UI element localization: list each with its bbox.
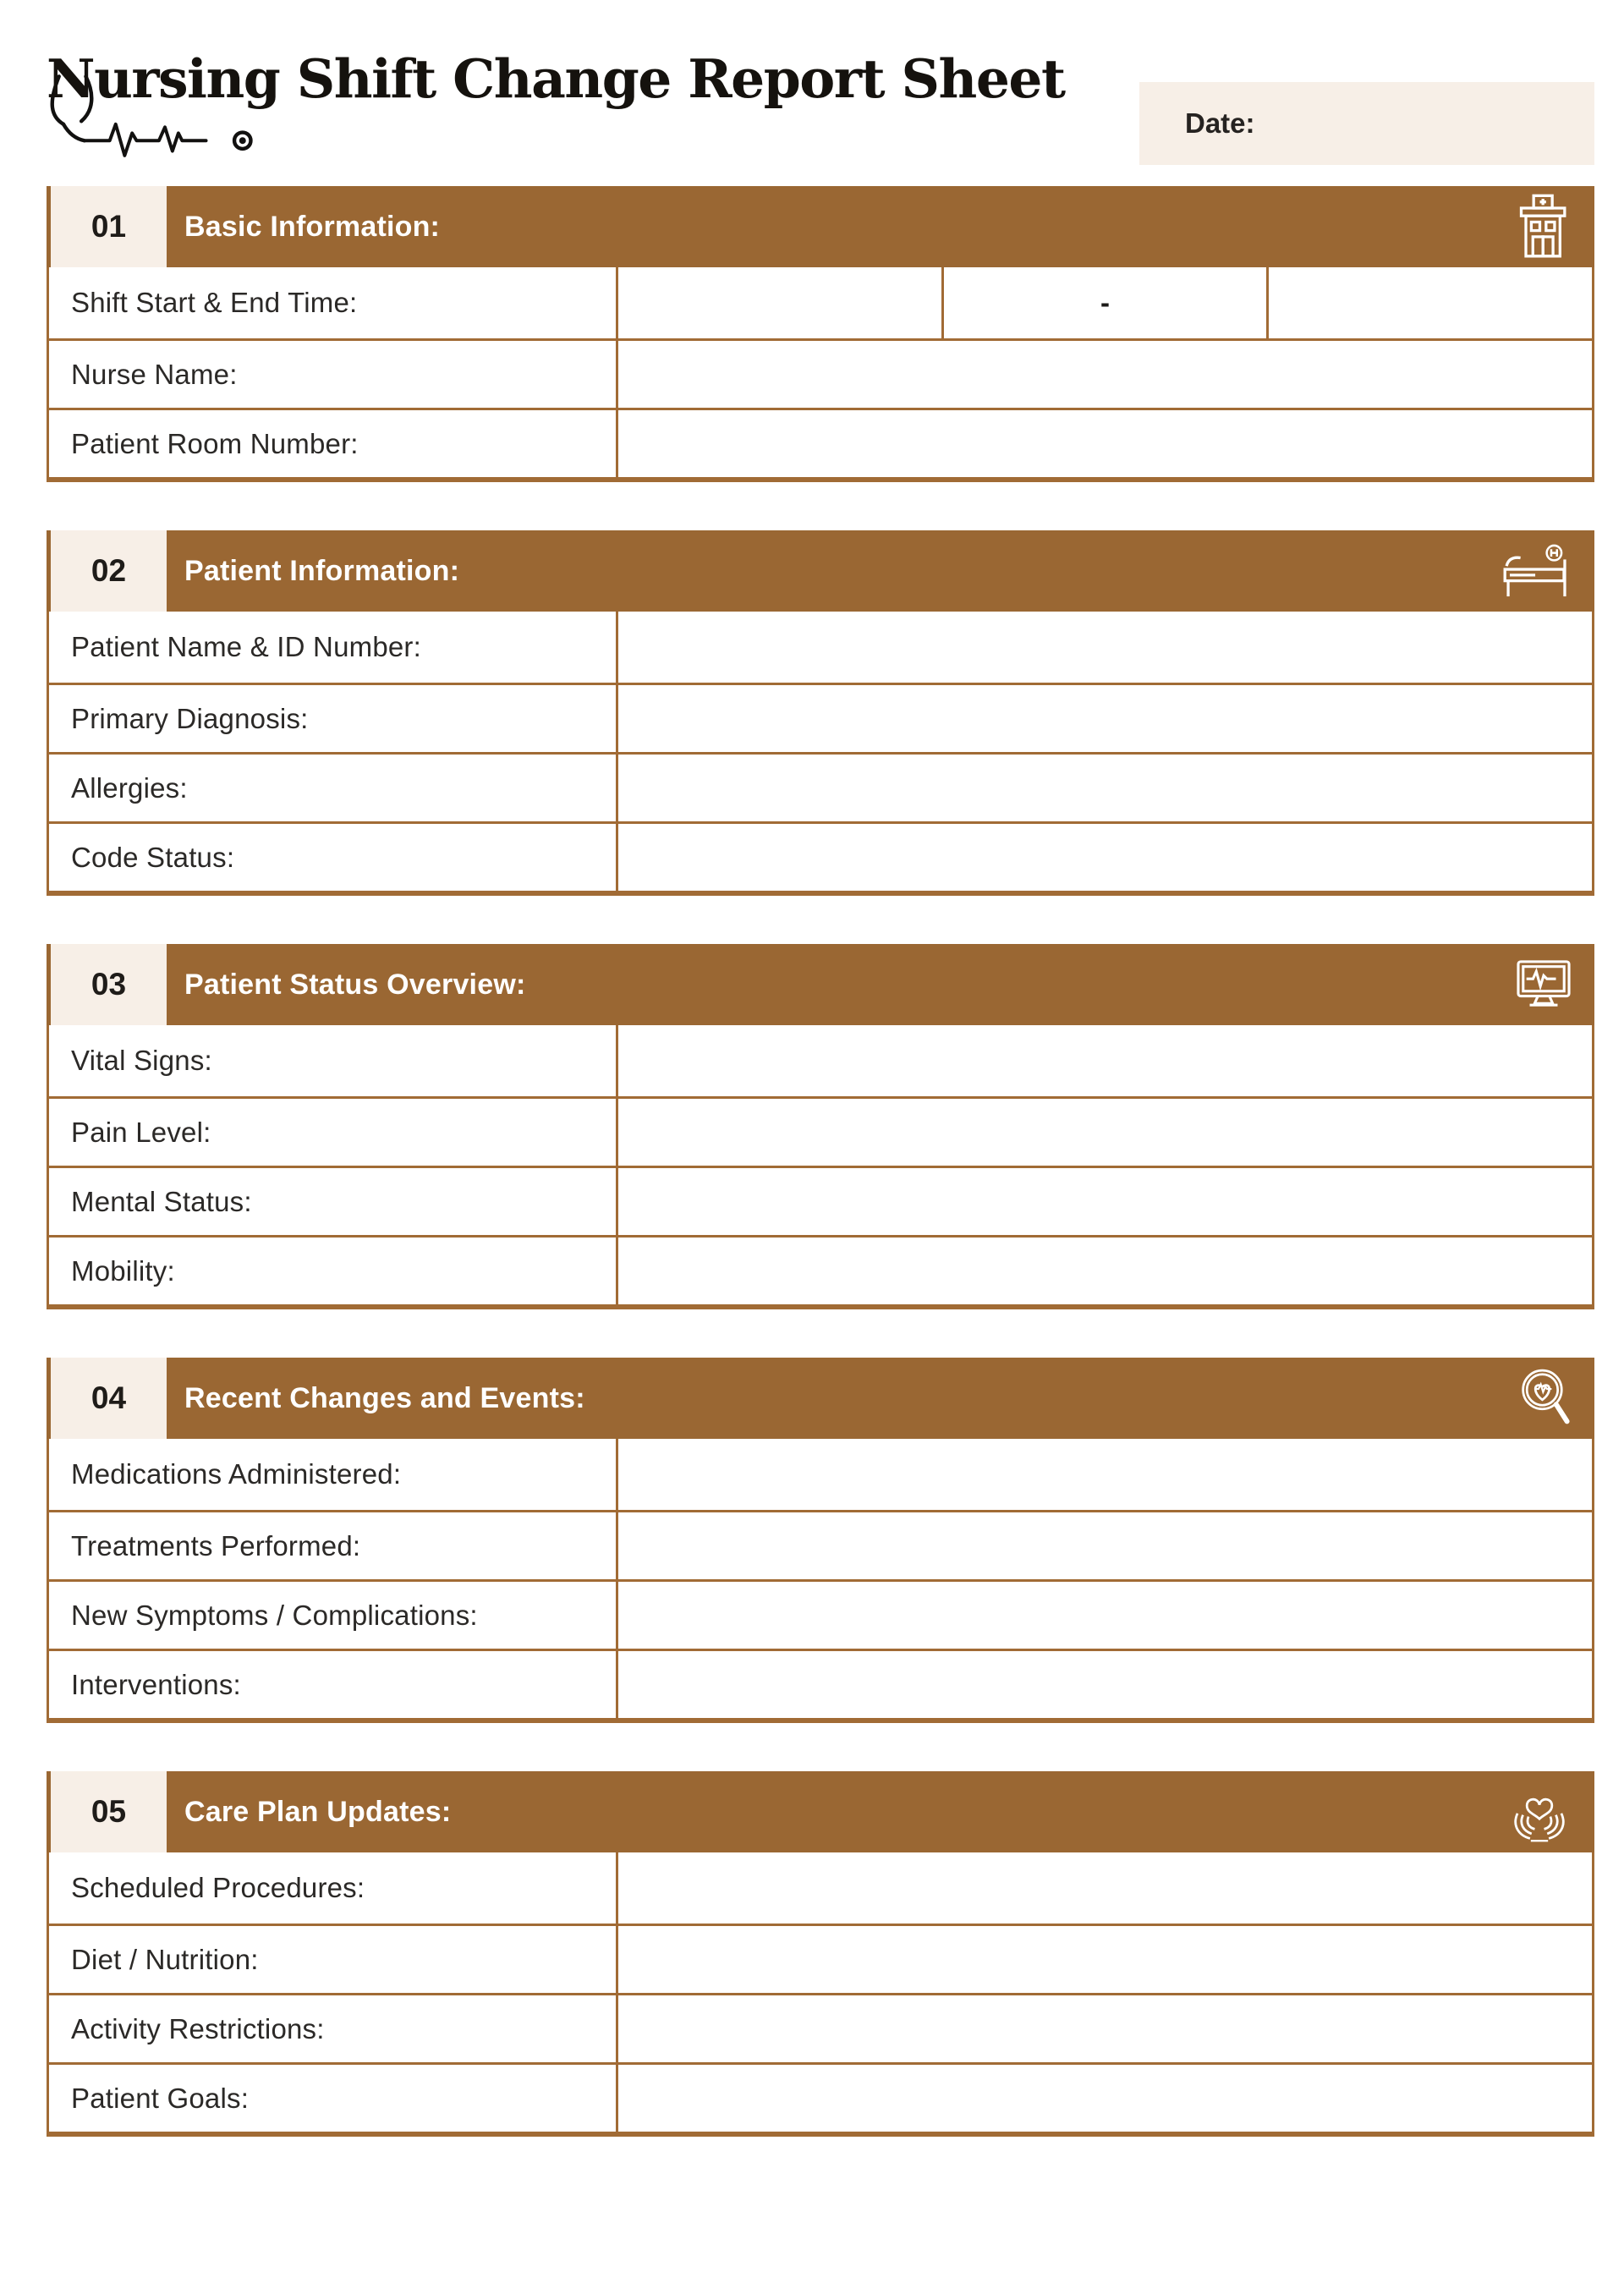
field-label: Code Status: bbox=[49, 824, 618, 891]
field-label: Patient Goals: bbox=[49, 2065, 618, 2132]
section-recent-changes-events bbox=[47, 1358, 1594, 1723]
section-number: 03 bbox=[91, 967, 127, 1002]
form-row bbox=[49, 1993, 1592, 2062]
medications-administered-input[interactable] bbox=[618, 1439, 1592, 1510]
form-row bbox=[49, 612, 1592, 683]
section-title: Care Plan Updates: bbox=[184, 1795, 452, 1828]
interventions-input[interactable] bbox=[618, 1651, 1592, 1718]
section-05-rows bbox=[47, 1852, 1594, 2137]
section-04-header bbox=[47, 1358, 1594, 1439]
section-number-badge bbox=[51, 944, 167, 1025]
section-title: Basic Information: bbox=[184, 210, 441, 243]
date-label: Date: bbox=[1185, 107, 1255, 139]
section-number: 01 bbox=[91, 209, 127, 244]
title-block bbox=[47, 0, 1594, 186]
section-01-header bbox=[47, 186, 1594, 267]
section-title: Recent Changes and Events: bbox=[184, 1381, 585, 1414]
section-02-rows bbox=[47, 612, 1594, 896]
form-row bbox=[49, 1166, 1592, 1235]
form-row bbox=[49, 267, 1592, 338]
section-02-header bbox=[47, 530, 1594, 612]
treatments-performed-input[interactable] bbox=[618, 1512, 1592, 1579]
form-row bbox=[49, 408, 1592, 477]
shift-start-input[interactable] bbox=[618, 267, 944, 338]
form-row bbox=[49, 2062, 1592, 2132]
field-label: Pain Level: bbox=[49, 1099, 618, 1166]
dash-separator: - bbox=[1100, 287, 1110, 318]
diet-nutrition-input[interactable] bbox=[618, 1926, 1592, 1993]
form-row bbox=[49, 1235, 1592, 1304]
section-03-header bbox=[47, 944, 1594, 1025]
section-05-header bbox=[47, 1771, 1594, 1852]
activity-restrictions-input[interactable] bbox=[618, 1995, 1592, 2062]
field-label: Patient Name & ID Number: bbox=[49, 612, 618, 683]
form-row bbox=[49, 752, 1592, 821]
form-row bbox=[49, 1096, 1592, 1166]
section-number-badge bbox=[51, 1771, 167, 1852]
section-patient-status-overview bbox=[47, 944, 1594, 1309]
page-title: Nursing Shift Change Report Sheet bbox=[47, 47, 1065, 110]
field-label: Shift Start & End Time: bbox=[49, 267, 618, 338]
section-care-plan-updates bbox=[47, 1771, 1594, 2137]
section-number-badge bbox=[51, 186, 167, 267]
form-row bbox=[49, 683, 1592, 752]
nurse-name-input[interactable] bbox=[618, 341, 1592, 408]
primary-diagnosis-input[interactable] bbox=[618, 685, 1592, 752]
section-basic-information bbox=[47, 186, 1594, 482]
vitals-monitor-icon bbox=[1515, 958, 1572, 1011]
field-label: Mobility: bbox=[49, 1238, 618, 1304]
patient-goals-input[interactable] bbox=[618, 2065, 1592, 2132]
field-label: Activity Restrictions: bbox=[49, 1995, 618, 2062]
magnifier-heart-icon bbox=[1520, 1367, 1572, 1430]
section-04-rows bbox=[47, 1439, 1594, 1723]
section-number-badge bbox=[51, 530, 167, 612]
form-row bbox=[49, 1439, 1592, 1510]
field-label: Treatments Performed: bbox=[49, 1512, 618, 1579]
field-label: Patient Room Number: bbox=[49, 410, 618, 477]
patient-name-id-input[interactable] bbox=[618, 612, 1592, 683]
form-row bbox=[49, 1025, 1592, 1096]
shift-separator-cell[interactable] bbox=[944, 267, 1270, 338]
report-sheet bbox=[47, 0, 1594, 2137]
code-status-input[interactable] bbox=[618, 824, 1592, 891]
form-row bbox=[49, 1649, 1592, 1718]
section-number: 05 bbox=[91, 1794, 127, 1829]
hands-holding-heart-icon bbox=[1506, 1781, 1572, 1843]
hospital-bed-icon bbox=[1501, 544, 1572, 598]
form-row bbox=[49, 1852, 1592, 1924]
section-title: Patient Status Overview: bbox=[184, 968, 526, 1001]
field-label: Mental Status: bbox=[49, 1168, 618, 1235]
vital-signs-input[interactable] bbox=[618, 1025, 1592, 1096]
pain-level-input[interactable] bbox=[618, 1099, 1592, 1166]
section-01-rows bbox=[47, 267, 1594, 482]
date-field[interactable] bbox=[1139, 82, 1594, 165]
scheduled-procedures-input[interactable] bbox=[618, 1852, 1592, 1924]
field-label: Primary Diagnosis: bbox=[49, 685, 618, 752]
patient-room-number-input[interactable] bbox=[618, 410, 1592, 477]
form-row bbox=[49, 1510, 1592, 1579]
field-label: Scheduled Procedures: bbox=[49, 1852, 618, 1924]
mental-status-input[interactable] bbox=[618, 1168, 1592, 1235]
shift-end-input[interactable] bbox=[1269, 267, 1592, 338]
form-row bbox=[49, 1924, 1592, 1993]
section-title: Patient Information: bbox=[184, 554, 460, 587]
field-label: Interventions: bbox=[49, 1651, 618, 1718]
form-row bbox=[49, 338, 1592, 408]
section-patient-information bbox=[47, 530, 1594, 896]
field-label: Nurse Name: bbox=[49, 341, 618, 408]
field-label: Vital Signs: bbox=[49, 1025, 618, 1096]
field-label: New Symptoms / Complications: bbox=[49, 1582, 618, 1649]
mobility-input[interactable] bbox=[618, 1238, 1592, 1304]
form-row bbox=[49, 821, 1592, 891]
section-number-badge bbox=[51, 1358, 167, 1439]
section-number: 04 bbox=[91, 1380, 127, 1415]
form-row bbox=[49, 1579, 1592, 1649]
allergies-input[interactable] bbox=[618, 755, 1592, 821]
field-label: Allergies: bbox=[49, 755, 618, 821]
field-label: Diet / Nutrition: bbox=[49, 1926, 618, 1993]
new-symptoms-complications-input[interactable] bbox=[618, 1582, 1592, 1649]
hospital-building-icon bbox=[1517, 193, 1572, 261]
section-number: 02 bbox=[91, 553, 127, 588]
field-label: Medications Administered: bbox=[49, 1439, 618, 1510]
section-03-rows bbox=[47, 1025, 1594, 1309]
